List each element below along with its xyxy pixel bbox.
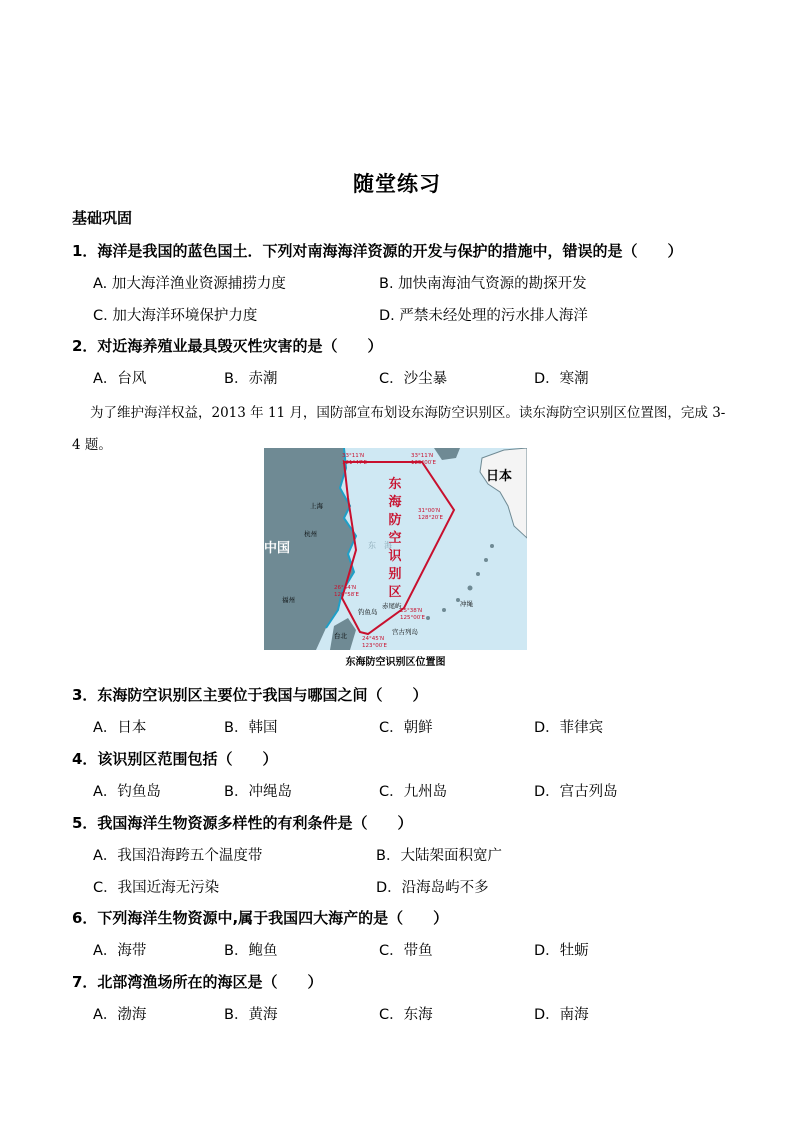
zone-char-5: 识: [388, 549, 402, 564]
map-caption: 东海防空识别区位置图: [345, 657, 446, 668]
q4-option-b[interactable]: B．冲绳岛: [224, 784, 292, 800]
coord-se-lon: 125°00′E: [400, 615, 425, 621]
question-7-stem: 7．北部湾渔场所在的海区是（ ）: [72, 973, 323, 991]
q5-option-d[interactable]: D．沿海岛屿不多: [376, 880, 489, 896]
reading-intro: 为了维护海洋权益，2013 年 11 月，国防部宣布划设东海防空识别区。读东海防空识别区位置图，完成 3-4 题。: [72, 405, 726, 453]
label-japan: 日本: [486, 469, 513, 484]
q7-option-c[interactable]: C．东海: [379, 1007, 433, 1023]
coord-ne-lat: 33°11′N: [411, 453, 434, 459]
q2-option-b[interactable]: B．赤潮: [224, 371, 278, 387]
q6-option-b[interactable]: B．鲍鱼: [224, 943, 278, 959]
q7-option-b[interactable]: B．黄海: [224, 1007, 278, 1023]
question-6-stem: 6．下列海洋生物资源中,属于我国四大海产的是（ ）: [72, 909, 449, 927]
zone-char-1: 东: [388, 477, 402, 492]
q6-option-d[interactable]: D．牡蛎: [534, 943, 589, 959]
city-shanghai: 上海: [310, 502, 323, 510]
coord-nw-lon: 121°47′E: [342, 460, 367, 466]
question-4-stem: 4．该识别区范围包括（ ）: [72, 750, 278, 768]
zone-char-7: 区: [388, 585, 402, 600]
section-heading: 基础巩固: [72, 209, 133, 227]
coord-w-lat: 26°44′N: [334, 585, 357, 591]
q2-option-d[interactable]: D．寒潮: [534, 371, 589, 387]
question-1-stem: 1．海洋是我国的蓝色国土．下列对南海海洋资源的开发与保护的措施中，错误的是（ ）: [72, 242, 683, 260]
question-2-stem: 2．对近海养殖业最具毁灭性灾害的是（ ）: [72, 337, 383, 355]
city-fuzhou: 福州: [282, 596, 295, 604]
q7-option-d[interactable]: D．南海: [534, 1007, 589, 1023]
q4-option-d[interactable]: D．宫古列岛: [534, 784, 618, 800]
air-defense-zone-map: [264, 448, 527, 650]
question-3-stem: 3．东海防空识别区主要位于我国与哪国之间（ ）: [72, 686, 428, 704]
q5-option-a[interactable]: A．我国沿海跨五个温度带: [93, 848, 263, 864]
q5-option-c[interactable]: C．我国近海无污染: [93, 880, 220, 896]
city-hangzhou: 杭州: [304, 530, 317, 538]
q5-option-b[interactable]: B．大陆架面积宽广: [376, 848, 502, 864]
q2-option-a[interactable]: A．台风: [93, 371, 147, 387]
coord-nw-lat: 33°11′N: [342, 453, 365, 459]
q1-option-c[interactable]: C. 加大海洋环境保护力度: [93, 308, 258, 324]
island-diaoyu: 钓鱼岛: [358, 608, 378, 616]
city-taibei: 台北: [334, 632, 347, 640]
coord-e-lon: 128°20′E: [418, 515, 443, 521]
page-title: 随堂练习: [353, 172, 441, 196]
island-chiwei: 赤尾屿: [382, 602, 402, 610]
q1-option-b[interactable]: B. 加快南海油气资源的勘探开发: [379, 276, 587, 292]
q3-option-b[interactable]: B．韩国: [224, 720, 278, 736]
coord-e-lat: 31°00′N: [418, 508, 441, 514]
island-miyako: 宫古列岛: [392, 628, 418, 636]
label-china: 中国: [264, 541, 291, 556]
coord-s-lon: 123°00′E: [362, 643, 387, 649]
zone-char-3: 防: [388, 513, 402, 528]
coord-w-lon: 120°58′E: [334, 592, 359, 598]
q6-option-a[interactable]: A．海带: [93, 943, 147, 959]
zone-char-2: 海: [388, 495, 402, 510]
q1-option-d[interactable]: D. 严禁未经处理的污水排人海洋: [379, 308, 588, 324]
q4-option-a[interactable]: A．钓鱼岛: [93, 784, 161, 800]
q3-option-c[interactable]: C．朝鲜: [379, 720, 433, 736]
q6-option-c[interactable]: C．带鱼: [379, 943, 433, 959]
q2-option-c[interactable]: C．沙尘暴: [379, 371, 448, 387]
zone-char-6: 别: [388, 567, 402, 582]
q3-option-d[interactable]: D．菲律宾: [534, 720, 604, 736]
question-5-stem: 5．我国海洋生物资源多样性的有利条件是（ ）: [72, 814, 413, 832]
q3-option-a[interactable]: A．日本: [93, 720, 147, 736]
q1-option-a[interactable]: A. 加大海洋渔业资源捕捞力度: [93, 276, 286, 292]
q7-option-a[interactable]: A．渤海: [93, 1007, 147, 1023]
island-okinawa: 冲绳: [460, 600, 473, 608]
coord-ne-lon: 125°00′E: [411, 460, 436, 466]
coord-s-lat: 24°45′N: [362, 636, 385, 642]
zone-char-4: 空: [388, 531, 402, 546]
coord-se-lat: 25°38′N: [400, 608, 423, 614]
q4-option-c[interactable]: C．九州岛: [379, 784, 448, 800]
label-east-sea: 东 海: [368, 541, 392, 550]
